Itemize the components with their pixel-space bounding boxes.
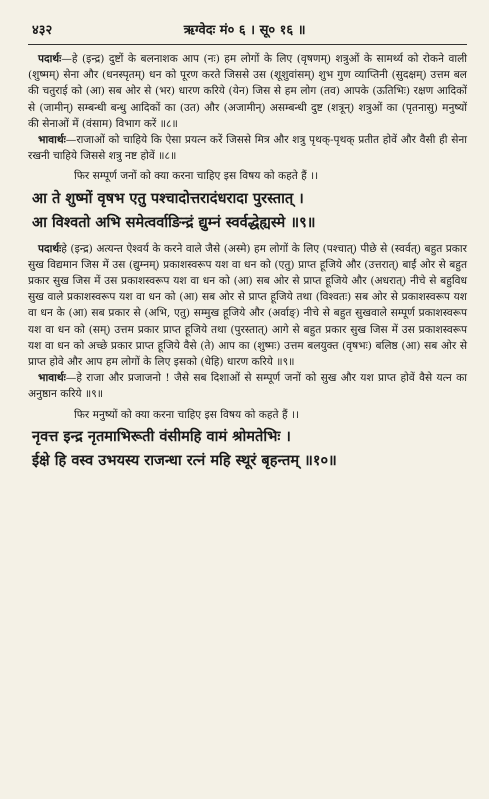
padarth-text: —हे (इन्द्र) दुष्टों के बलनाशक आप (नः) हम लोगों के लिए (वृषणम्) शत्रुओं के सामर्थ्य को रोकने वाली (शुष्मम्) सेना और (धनस्पृतम्) धन को पूरण करते जिससे उस (शूशुवांसम्) शुभ गुण व्याप्तिनी (सुदक्षम्) उत्तम बल की चतुराई को (आ) सब ओर से (भर) धारण करिये (येन) जिस से हम लोग (तव) आपके (ऊतिभिः) रक्षण आदिकों से (जामीन्) सम्बन्धी बन्धु आदिकों का (उत) और (अजामीन्) असम्बन्धी दुष्ट (शत्रून्) शत्रुओं का (पृतनासु) मनुष्यों की सेनाओं में (वंसाम) विभाग करें ॥८॥: [28, 53, 467, 130]
bhavarth-text: —हे राजा और प्रजाजनो ! जैसे सब दिशाओं से सम्पूर्ण जनों को सुख और यश प्राप्त होवें वैसे यत्न का अनुष्ठान करिये ॥९॥: [28, 372, 467, 401]
padarth-paragraph-9: [28, 241, 467, 371]
intro-line-10: फिर मनुष्यों को क्या करना चाहिए इस विषय को कहते हैं ।।: [74, 408, 299, 421]
mantra-9-line-2: आ विश्वतो अभि समेत्वर्वाङिन्द्रं द्युम्नं स्वर्वद्धेह्यस्मे ॥९॥: [32, 213, 316, 231]
bhavarth-label: भावार्थः: [38, 372, 66, 385]
bhavarth-paragraph-8: [28, 132, 467, 164]
padarth-label: पदार्थः: [38, 242, 62, 255]
header-rule: [28, 44, 467, 45]
bhavarth-text: —राजाओं को चाहिये कि ऐसा प्रयत्न करें जिससे मित्र और शत्रु पृथक्-पृथक् प्रतीत होवें और वैसी ही सेना रखनी चाहिये जिससे शत्रु नष्ट होवें ॥८॥: [28, 134, 467, 163]
mantra-9-line-1: आ ते शुष्मों वृषभ एतु पश्चादोत्तरादंधरादा पुरस्तात् ।: [32, 189, 304, 207]
padarth-paragraph-8: [28, 51, 467, 132]
padarth-label: पदार्थः: [38, 53, 62, 65]
padarth-text: हे (इन्द्र) अत्यन्त ऐश्वर्य के करने वाले जैसे (अस्मे) हम लोगों के लिए (पश्चात्) पीछे से (स्वर्वत्) बहुत प्रकार सुख विद्यमान जिस में उस (द्युम्नम्) प्रकाशस्वरूप यश वा धन को (एतु) प्राप्त हूजिये और (उत्तरात्) बाईं ओर से बहुत प्रकार सुख जिस में उस प्रकाशस्वरूप यश वा धन को (आ) सब ओर से प्राप्त हूजिये और (अधरात्) नीचे से बहुविध सुख वाले प्रकाशस्वरूप यश वा धन को (आ) सब ओर से प्राप्त हूजिये तथा (विश्वतः) सब ओर से प्रकाशस्वरूप यश वा धन के (आ) सब प्रकार से (अभि, एतु) सम्मुख हूजिये और (अर्वाङ्) नीचे से बहुत सुखवाले सम्पूर्ण प्रकाशस्वरूप यश वा धन को (सम्) उत्तम प्रकार प्राप्त हूजिये तथा (पुरस्तात्) आगे से बहुत प्रकार सुख जिस में उस प्रकाशस्वरूप यश वा धन को अच्छे प्रकार प्राप्त हूजिये वैसे (ते) आप का (शुष्मः) उत्तम बलयुक्त (वृषभः) बलिष्ठ (आ) सब ओर से प्राप्त होवे और आप हम लोगों के लिए इसको (धेहि) धारण करिये ॥९॥: [28, 242, 467, 369]
mantra-10-line-1: नृवत्त इन्द्र नृतमाभिरूती वंसीमहि वामं श्रोमतेभिः ।: [32, 427, 291, 445]
page-header: [32, 20, 467, 38]
intro-line-9: फिर सम्पूर्ण जनों को क्या करना चाहिए इस विषय को कहते हैं ।।: [74, 170, 319, 183]
mantra-10-line-2: ईक्षे हि वस्व उभयस्य राजन्धा रत्नं महि स्थूरं बृहन्तम् ॥१०॥: [32, 451, 337, 469]
running-title: ऋग्वेदः मं० ६ । सू० १६ ॥: [183, 23, 306, 38]
page-number: ४३२: [32, 23, 53, 38]
bhavarth-label: भावार्थः: [38, 134, 66, 147]
bhavarth-paragraph-9: [28, 370, 467, 402]
